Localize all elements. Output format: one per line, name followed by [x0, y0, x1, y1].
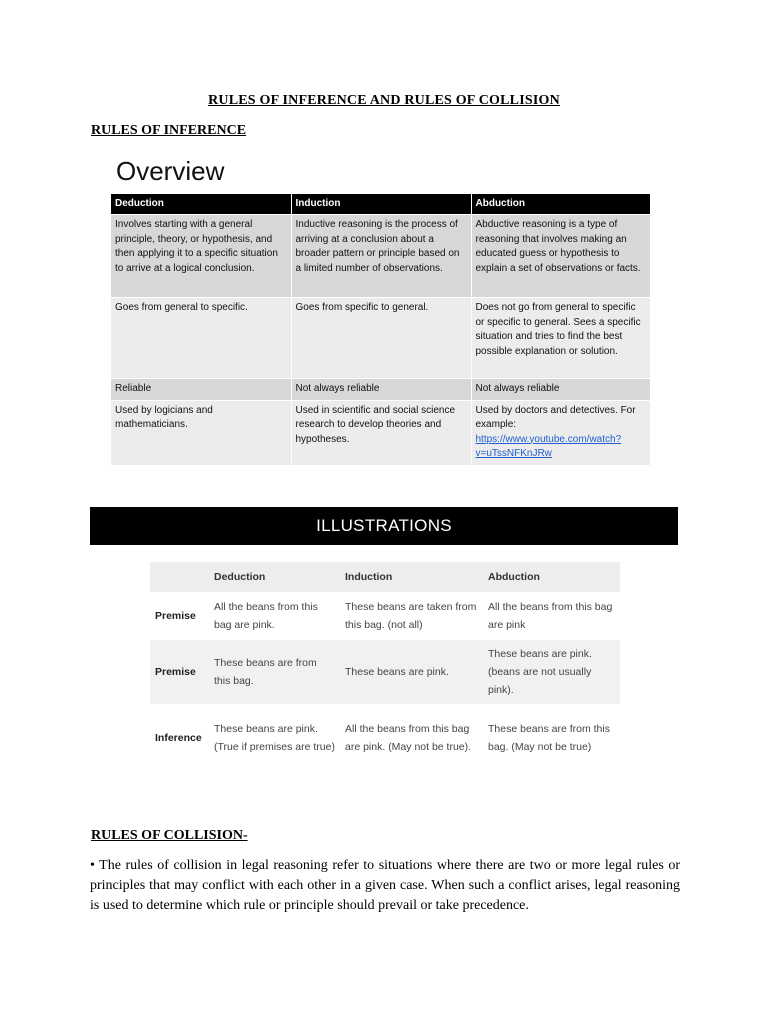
- table-cell: Reliable: [111, 379, 291, 401]
- table-cell-text: Used by doctors and detectives. For example:: [475, 404, 636, 430]
- row-label: Premise: [150, 593, 209, 639]
- illustrations-header-empty: [150, 562, 209, 593]
- overview-row-definition: [111, 215, 650, 298]
- table-cell: These beans are taken from this bag. (not all): [340, 593, 483, 639]
- table-cell: Involves starting with a general principle, theory, or hypothesis, and then applying it to a specific situation to arrive at a logical conclusion.: [111, 215, 291, 298]
- youtube-link[interactable]: https://www.youtube.com/watch?v=uTssNFKnJRw: [475, 433, 622, 459]
- table-cell: Not always reliable: [471, 379, 650, 401]
- collision-paragraph: • The rules of collision in legal reasoning refer to situations where there are two or more legal rules or principles that may conflict with each other in a given case. When such a conflict arises, legal reasoning is used to determine which rule or principle should prevail or take precedence.: [90, 858, 680, 913]
- section-heading-inference: RULES OF INFERENCE: [91, 123, 247, 138]
- table-cell: Inductive reasoning is the process of arriving at a conclusion about a broader pattern or principle based on a limited number of observations.: [291, 215, 471, 298]
- illustrations-banner: ILLUSTRATIONS: [90, 507, 678, 545]
- table-cell-with-link: [471, 400, 650, 465]
- table-cell: All the beans from this bag are pink. (May not be true).: [340, 705, 483, 771]
- row-label: Premise: [150, 639, 209, 705]
- section-heading-collision: RULES OF COLLISION-: [91, 828, 248, 843]
- illustrations-header-row: [150, 562, 620, 593]
- illustrations-row-premise-2: [150, 639, 620, 705]
- table-cell: These beans are from this bag. (May not be true): [483, 705, 620, 771]
- overview-row-direction: [111, 298, 650, 379]
- overview-table: [111, 194, 650, 465]
- table-cell: All the beans from this bag are pink.: [209, 593, 340, 639]
- table-cell: Used in scientific and social science research to develop theories and hypotheses.: [291, 400, 471, 465]
- table-cell: These beans are from this bag.: [209, 639, 340, 705]
- overview-header-induction: Induction: [291, 194, 471, 215]
- page-title: RULES OF INFERENCE AND RULES OF COLLISION: [208, 93, 560, 108]
- illustrations-header-abduction: Abduction: [483, 562, 620, 593]
- table-cell: Goes from general to specific.: [111, 298, 291, 379]
- overview-title: Overview: [116, 156, 225, 186]
- overview-row-reliability: [111, 379, 650, 401]
- table-cell: Goes from specific to general.: [291, 298, 471, 379]
- illustrations-row-inference: [150, 705, 620, 771]
- table-cell: Does not go from general to specific or specific to general. Sees a specific situation and tries to find the best possible explanation or solution.: [471, 298, 650, 379]
- table-cell: Abductive reasoning is a type of reasoning that involves making an educated guess or hypothesis to explain a set of observations or facts.: [471, 215, 650, 298]
- illustrations-table: [150, 562, 620, 772]
- row-label: Inference: [150, 705, 209, 771]
- table-cell: These beans are pink.: [340, 639, 483, 705]
- table-cell: All the beans from this bag are pink: [483, 593, 620, 639]
- table-cell: Not always reliable: [291, 379, 471, 401]
- illustrations-header-deduction: Deduction: [209, 562, 340, 593]
- overview-header-deduction: Deduction: [111, 194, 291, 215]
- overview-row-usage: [111, 400, 650, 465]
- table-cell: Used by logicians and mathematicians.: [111, 400, 291, 465]
- illustrations-row-premise-1: [150, 593, 620, 639]
- illustrations-header-induction: Induction: [340, 562, 483, 593]
- table-cell: These beans are pink. (beans are not usually pink).: [483, 639, 620, 705]
- overview-header-abduction: Abduction: [471, 194, 650, 215]
- table-cell: These beans are pink. (True if premises are true): [209, 705, 340, 771]
- overview-header-row: [111, 194, 650, 215]
